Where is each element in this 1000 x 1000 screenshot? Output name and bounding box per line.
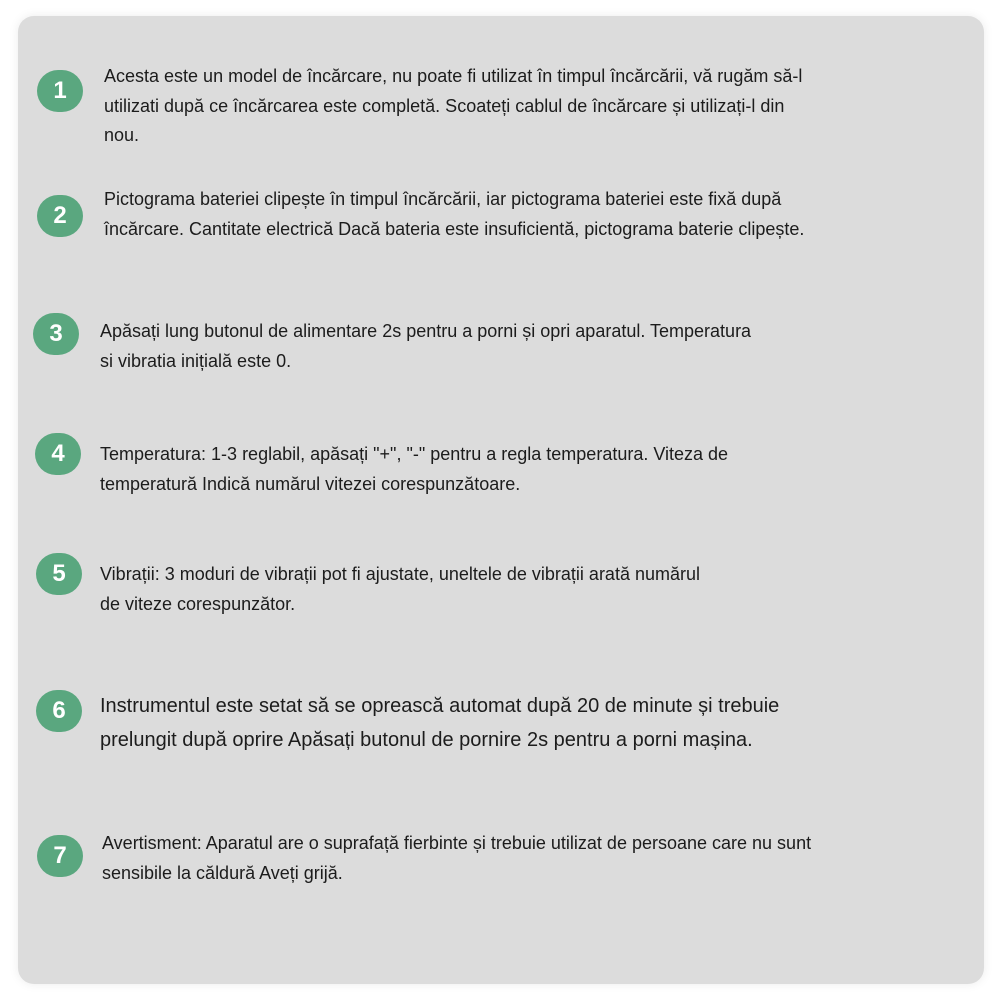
step-number-badge-3: 3 (33, 313, 79, 355)
step-number-badge-6: 6 (36, 690, 82, 732)
step-text-3: Apăsați lung butonul de alimentare 2s pentru a porni și opri aparatul. Temperatura si vibratia inițială este 0. (100, 321, 752, 371)
step-text-2: Pictograma bateriei clipește în timpul încărcării, iar pictograma bateriei este fixă după încărcare. Cantitate electrică Dacă bateria este insuficientă, pictograma baterie clipește. (104, 189, 805, 239)
step-text-5: Vibrații: 3 moduri de vibrații pot fi ajustate, uneltele de vibrații arată numărul de viteze corespunzător. (100, 564, 700, 614)
step-text-7: Avertisment: Aparatul are o suprafață fierbinte și trebuie utilizat de persoane care nu sunt sensibile la căldură Aveți grijă. (102, 833, 812, 883)
step-text-4: Temperatura: 1-3 reglabil, apăsați "+", "-" pentru a regla temperatura. Viteza de temperatură Indică numărul vitezei corespunzătoare. (100, 444, 729, 494)
step-number-badge-1: 1 (37, 70, 83, 112)
step-text-6: Instrumentul este setat să se oprească automat după 20 de minute și trebuie prelungit după oprire Apăsați butonul de pornire 2s pentru a porni mașina. (100, 695, 780, 751)
step-number-badge-2: 2 (37, 195, 83, 237)
step-text-1: Acesta este un model de încărcare, nu poate fi utilizat în timpul încărcării, vă rugăm să-l utilizati după ce încărcarea este completă. Scoateți cablul de încărcare și utilizați-l din nou. (104, 66, 803, 145)
step-number-badge-7: 7 (37, 835, 83, 877)
step-number-badge-5: 5 (36, 553, 82, 595)
step-number-badge-4: 4 (35, 433, 81, 475)
